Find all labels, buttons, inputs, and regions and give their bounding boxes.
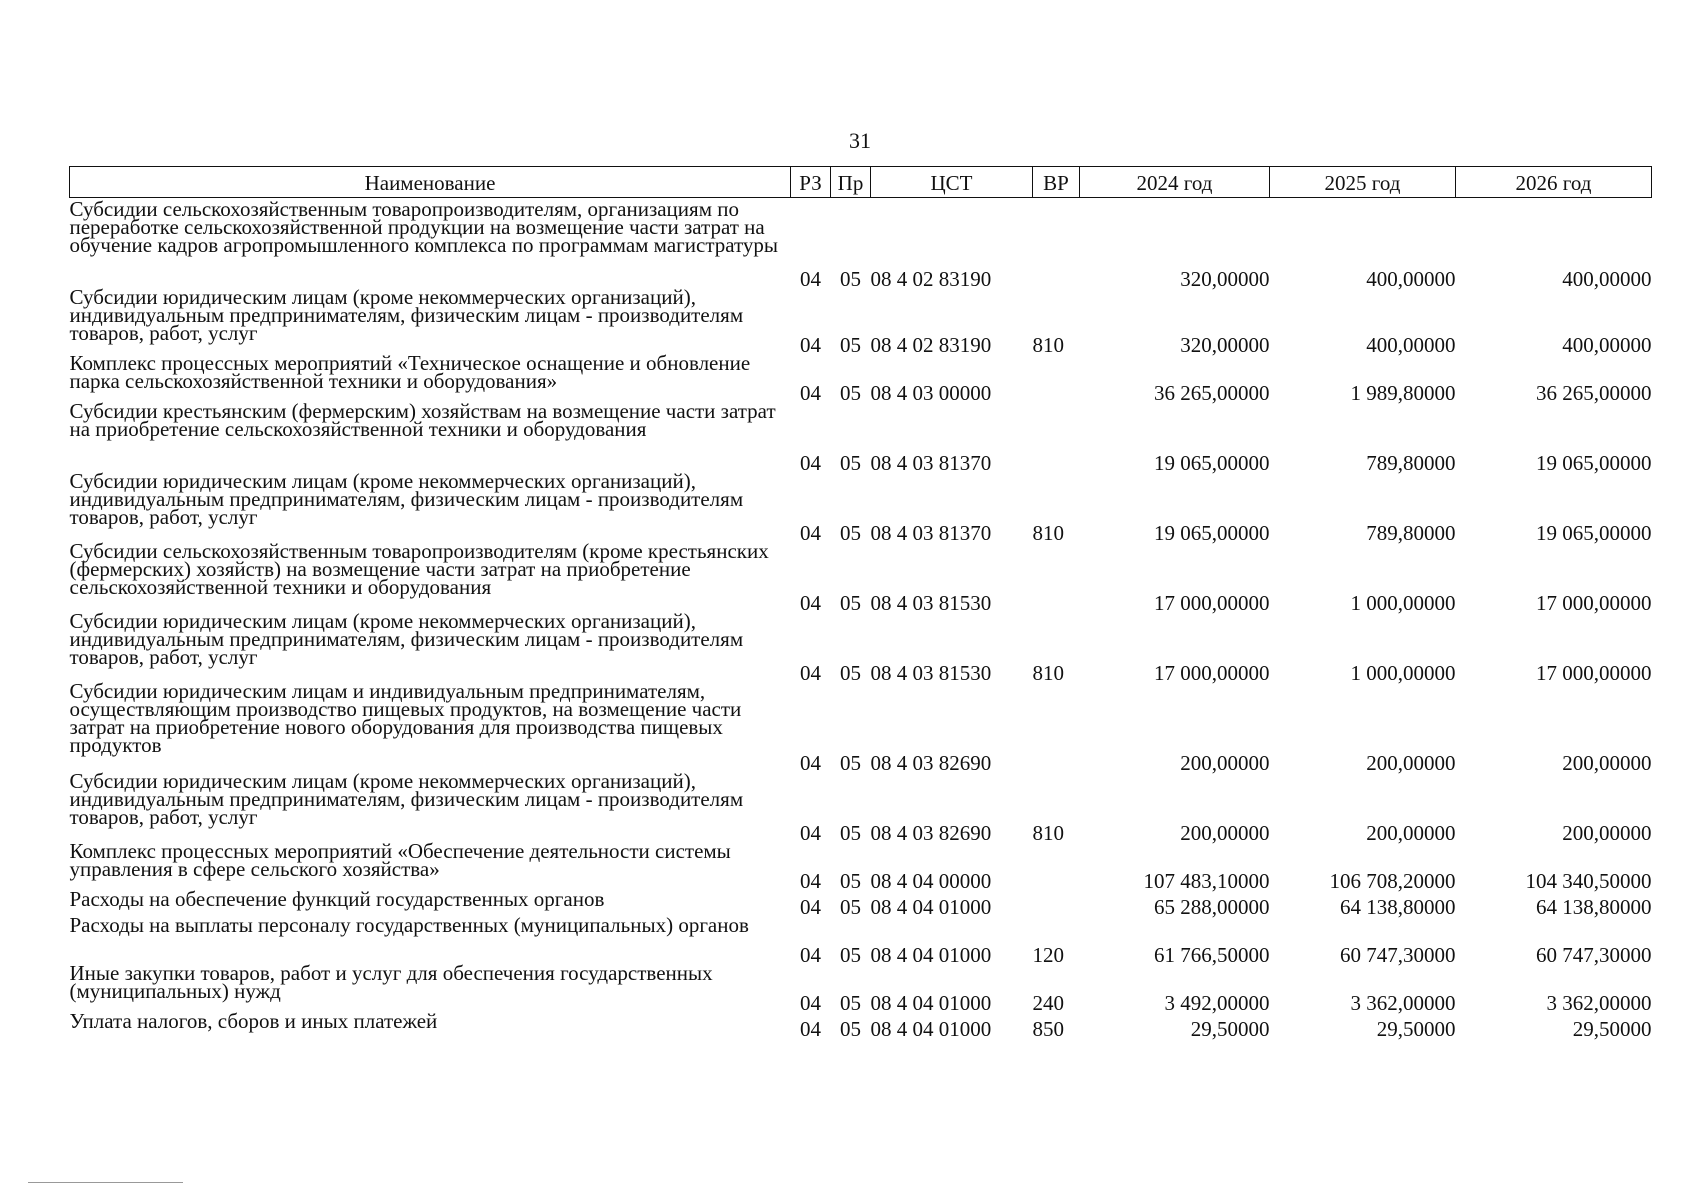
row-vr [1033,842,1080,890]
table-row [70,288,1652,354]
row-pr: 05 [840,1016,861,1041]
row-pr: 05 [840,942,861,967]
table-row [70,612,1652,682]
row-pr: 05 [840,520,861,545]
row-2026: 200,00000 [1562,820,1652,845]
footer-divider [28,1182,183,1183]
header-cst: ЦСТ [871,167,1033,198]
row-2024: 19 065,00000 [1154,520,1270,545]
row-cst: 08 4 03 81530 [870,590,992,615]
table-row [70,842,1652,890]
row-name: Субсидии юридическим лицам (кроме некоммерческих организаций), индивидуальным предпринимателям, физическим лицам - производителям товаров, работ, услуг [69,284,744,345]
row-2025: 1 989,80000 [1350,380,1456,405]
row-2025: 789,80000 [1366,520,1456,545]
row-2025: 200,00000 [1366,750,1456,775]
row-cst: 08 4 03 00000 [870,380,992,405]
row-vr [1033,354,1080,402]
row-pr: 05 [840,266,861,291]
row-2025: 3 362,00000 [1350,990,1456,1015]
row-2024: 200,00000 [1180,750,1270,775]
row-name: Расходы на обеспечение функций государственных органов [69,886,605,911]
row-2026: 17 000,00000 [1536,590,1652,615]
row-name: Иные закупки товаров, работ и услуг для обеспечения государственных (муниципальных) нужд [69,960,713,1003]
row-name: Уплата налогов, сборов и иных платежей [69,1008,438,1033]
row-vr: 850 [1032,1016,1064,1041]
row-vr [1033,198,1080,288]
row-pr: 05 [840,380,861,405]
table-row [70,1012,1652,1038]
table-row [70,472,1652,542]
row-rz: 04 [800,332,821,357]
row-2025: 789,80000 [1366,450,1456,475]
row-vr [1033,682,1080,772]
row-vr [1033,402,1080,472]
page-number: 31 [849,128,871,153]
row-rz: 04 [800,750,821,775]
row-2026: 3 362,00000 [1546,990,1652,1015]
row-cst: 08 4 03 82690 [870,820,992,845]
row-vr: 120 [1032,942,1064,967]
row-2026: 19 065,00000 [1536,520,1652,545]
row-cst: 08 4 03 81530 [870,660,992,685]
row-2025: 1 000,00000 [1350,590,1456,615]
table-header-row [70,167,1652,198]
row-2024: 29,50000 [1190,1016,1270,1041]
row-cst: 08 4 04 01000 [870,1016,992,1041]
row-2024: 65 288,00000 [1154,894,1270,919]
header-rz: РЗ [791,167,831,198]
header-2025: 2025 год [1270,167,1456,198]
row-pr: 05 [840,590,861,615]
table-body [69,197,1652,1041]
row-name: Субсидии сельскохозяйственным товаропроизводителям, организациям по переработке сельскохозяйственной продукции на возмещение части затрат на обучение кадров агропромышленного комплекса по программам магистратуры [69,197,779,257]
table-row [70,354,1652,402]
table-row [70,198,1652,288]
row-2025: 60 747,30000 [1340,942,1456,967]
row-2024: 107 483,10000 [1143,868,1270,893]
row-pr: 05 [840,868,861,893]
row-pr: 05 [840,990,861,1015]
row-rz: 04 [800,942,821,967]
row-name: Субсидии крестьянским (фермерским) хозяйствам на возмещение части затрат на приобретение сельскохозяйственной техники и оборудования [69,398,776,441]
header-pr: Пр [831,167,871,198]
row-rz: 04 [800,868,821,893]
row-rz: 04 [800,520,821,545]
row-rz: 04 [800,450,821,475]
row-2025: 29,50000 [1376,1016,1456,1041]
table-row [70,542,1652,612]
row-vr: 810 [1032,332,1064,357]
row-2024: 200,00000 [1180,820,1270,845]
row-pr: 05 [840,450,861,475]
row-2024: 17 000,00000 [1154,590,1270,615]
row-2025: 64 138,80000 [1340,894,1456,919]
row-pr: 05 [840,332,861,357]
row-2026: 64 138,80000 [1536,894,1652,919]
row-rz: 04 [800,660,821,685]
row-pr: 05 [840,820,861,845]
row-2024: 61 766,50000 [1154,942,1270,967]
row-name: Расходы на выплаты персоналу государственных (муниципальных) органов [69,912,749,937]
row-2026: 60 747,30000 [1536,942,1652,967]
row-vr: 810 [1032,660,1064,685]
row-2026: 400,00000 [1562,332,1652,357]
row-vr [1033,890,1080,916]
row-cst: 08 4 03 81370 [870,520,992,545]
row-name: Субсидии сельскохозяйственным товаропроизводителям (кроме крестьянских (фермерских) хозяйств) на возмещение части затрат на приобретение сельскохозяйственной техники и оборудования [69,538,769,599]
table-row [70,772,1652,842]
row-name: Субсидии юридическим лицам и индивидуальным предпринимателям, осуществляющим производство пищевых продуктов, на возмещение части затрат на приобретение нового оборудования для производства пищевых продуктов [69,678,742,757]
row-2025: 1 000,00000 [1350,660,1456,685]
row-2025: 106 708,20000 [1329,868,1456,893]
header-2024: 2024 год [1080,167,1270,198]
row-2026: 200,00000 [1562,750,1652,775]
row-name: Субсидии юридическим лицам (кроме некоммерческих организаций), индивидуальным предпринимателям, физическим лицам - производителям товаров, работ, услуг [69,468,744,529]
row-rz: 04 [800,380,821,405]
row-rz: 04 [800,894,821,919]
row-cst: 08 4 04 01000 [870,894,992,919]
row-cst: 08 4 03 82690 [870,750,992,775]
row-2026: 19 065,00000 [1536,450,1652,475]
row-2024: 19 065,00000 [1154,450,1270,475]
row-2025: 400,00000 [1366,332,1456,357]
row-rz: 04 [800,590,821,615]
row-cst: 08 4 04 00000 [870,868,992,893]
row-2024: 320,00000 [1180,332,1270,357]
budget-table [69,166,1652,1041]
row-rz: 04 [800,990,821,1015]
row-vr [1033,542,1080,612]
row-2024: 17 000,00000 [1154,660,1270,685]
row-pr: 05 [840,660,861,685]
row-cst: 08 4 04 01000 [870,942,992,967]
table-row [70,916,1652,964]
row-2024: 320,00000 [1180,266,1270,291]
table-row [70,890,1652,916]
row-name: Субсидии юридическим лицам (кроме некоммерческих организаций), индивидуальным предпринимателям, физическим лицам - производителям товаров, работ, услуг [69,768,744,829]
row-2024: 36 265,00000 [1154,380,1270,405]
row-pr: 05 [840,894,861,919]
row-rz: 04 [800,1016,821,1041]
row-vr: 810 [1032,820,1064,845]
row-cst: 08 4 04 01000 [870,990,992,1015]
row-2025: 400,00000 [1366,266,1456,291]
table-row [70,402,1652,472]
header-name: Наименование [70,167,791,198]
row-2025: 200,00000 [1366,820,1456,845]
row-name: Субсидии юридическим лицам (кроме некоммерческих организаций), индивидуальным предпринимателям, физическим лицам - производителям товаров, работ, услуг [69,608,744,669]
row-vr: 810 [1032,520,1064,545]
row-pr: 05 [840,750,861,775]
row-2026: 17 000,00000 [1536,660,1652,685]
table-row [70,964,1652,1012]
row-rz: 04 [800,266,821,291]
row-2026: 104 340,50000 [1525,868,1652,893]
row-2026: 400,00000 [1562,266,1652,291]
row-name: Комплекс процессных мероприятий «Обеспечение деятельности системы управления в сфере сельского хозяйства» [69,838,731,881]
table-row [70,682,1652,772]
row-2026: 36 265,00000 [1536,380,1652,405]
row-name: Комплекс процессных мероприятий «Техническое оснащение и обновление парка сельскохозяйственной техники и оборудования» [69,350,751,393]
row-cst: 08 4 02 83190 [870,332,992,357]
header-vr: ВР [1033,167,1080,198]
row-rz: 04 [800,820,821,845]
row-vr: 240 [1032,990,1064,1015]
row-cst: 08 4 03 81370 [870,450,992,475]
header-2026: 2026 год [1456,167,1652,198]
row-cst: 08 4 02 83190 [870,266,992,291]
row-2024: 3 492,00000 [1164,990,1270,1015]
row-2026: 29,50000 [1572,1016,1652,1041]
